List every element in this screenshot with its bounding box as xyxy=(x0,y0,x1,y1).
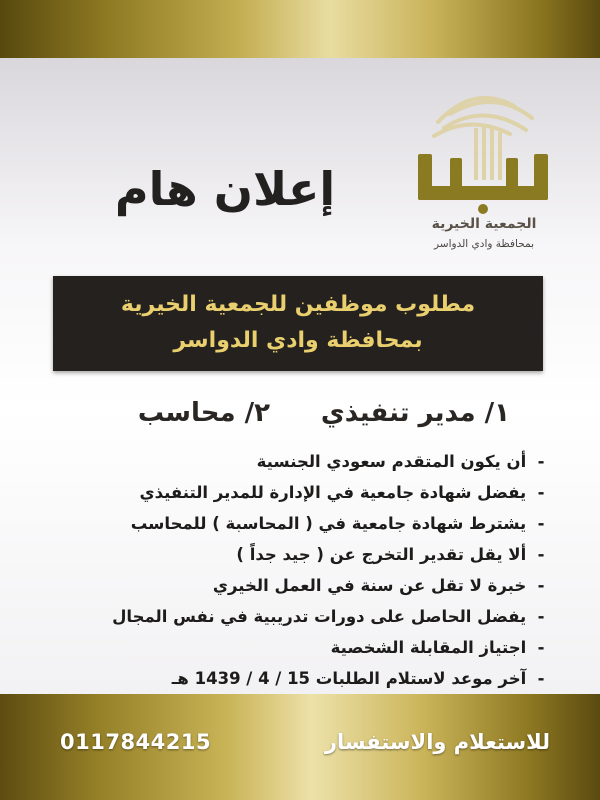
list-item xyxy=(40,663,550,694)
requirement-text: ألا يقل تقدير التخرج عن ( جيد جداً ) xyxy=(236,545,527,564)
contact-phone-number: 0117844215 xyxy=(60,730,212,754)
bullet-dash: - xyxy=(537,576,545,595)
list-item xyxy=(40,446,550,477)
requirement-text: يشترط شهادة جامعية في ( المحاسبة ) للمحاسب xyxy=(130,514,527,533)
requirement-text: أن يكون المتقدم سعودي الجنسية xyxy=(256,452,527,471)
bullet-dash: - xyxy=(537,452,545,471)
list-item xyxy=(40,570,550,601)
bullet-dash: - xyxy=(537,514,545,533)
requirement-text: اجتياز المقابلة الشخصية xyxy=(330,638,527,657)
announcement-sheet xyxy=(0,58,600,694)
bullet-dash: - xyxy=(537,638,545,657)
banner-line-1: مطلوب موظفين للجمعية الخيرية xyxy=(120,292,476,317)
requirement-text: يفضل شهادة جامعية في الإدارة للمدير التنفيذي xyxy=(139,483,527,502)
contact-info xyxy=(60,728,550,764)
bullet-dash: - xyxy=(537,545,545,564)
requirement-text: آخر موعد لاستلام الطلبات 15 / 4 / 1439 هـ xyxy=(171,669,527,688)
list-item xyxy=(40,508,550,539)
list-item xyxy=(40,632,550,663)
top-gold-band xyxy=(0,0,600,58)
page-title: إعلان هام xyxy=(114,162,336,216)
bullet-dash: - xyxy=(537,669,545,688)
bullet-dash: - xyxy=(537,483,545,502)
list-item xyxy=(40,539,550,570)
requirement-text: خبرة لا تقل عن سنة في العمل الخيري xyxy=(212,576,527,595)
palm-tree-logo-icon xyxy=(404,88,564,216)
contact-label: للاستعلام والاستفسار xyxy=(324,730,550,754)
charity-logo xyxy=(404,88,564,258)
requirement-text: يفضل الحاصل على دورات تدريبية في نفس المجال xyxy=(112,607,527,626)
position-accountant: ٢/ محاسب xyxy=(137,398,270,428)
banner-line-2: بمحافظة وادي الدواسر xyxy=(173,328,423,353)
contact-footer xyxy=(0,694,600,800)
hiring-banner xyxy=(53,276,543,371)
bullet-dash: - xyxy=(537,607,545,626)
logo-organization-name: الجمعية الخيرية xyxy=(431,216,537,232)
logo-subtitle: بمحافظة وادي الدواسر xyxy=(434,238,534,250)
position-executive-director: ١/ مدير تنفيذي xyxy=(320,398,510,428)
job-positions xyxy=(70,398,520,438)
list-item xyxy=(40,601,550,632)
list-item xyxy=(40,477,550,508)
requirements-list xyxy=(40,446,550,725)
